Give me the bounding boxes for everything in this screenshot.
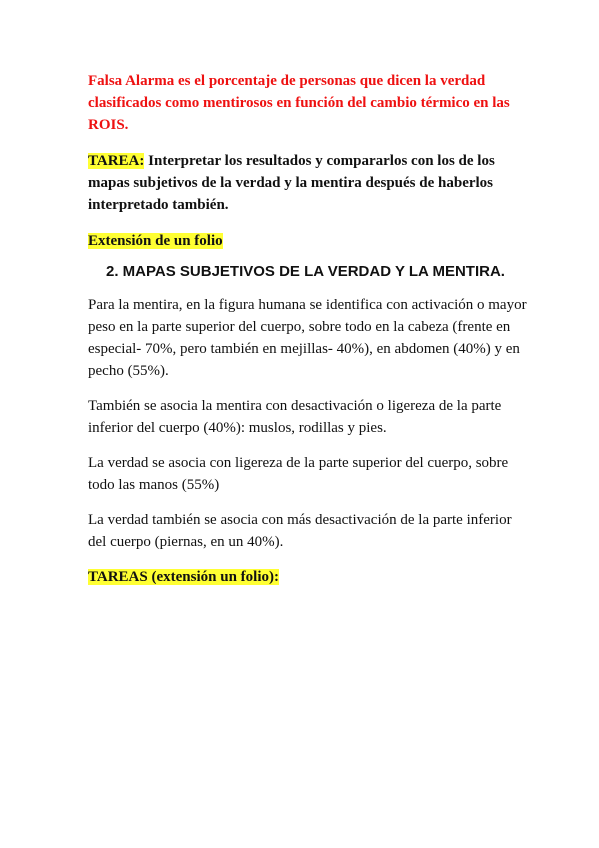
false-alarm-definition: Falsa Alarma es el porcentaje de personas que dicen la verdad clasificados como mentirosos en función del cambio térmico en las ROIS. (88, 73, 510, 133)
task-label: TAREA: (88, 153, 145, 169)
lie-paragraph-2: También se asocia la mentira con desactivación o ligereza de la parte inferior del cuerpo (40%): muslos, rodillas y pies. (88, 398, 502, 436)
extension-label: Extensión de un folio (88, 233, 223, 249)
lie-paragraph-1: Para la mentira, en la figura humana se identifica con activación o mayor peso en la parte superior del cuerpo, sobre todo en la cabeza (frente en especial- 70%, pero también en mejillas- 40%), en abdomen (40%) y en pecho (55%). (88, 297, 527, 379)
tasks-paragraph (88, 566, 528, 588)
extension-note (88, 230, 528, 252)
truth-paragraph-2: La verdad también se asocia con más desactivación de la parte inferior del cuerpo (piernas, en un 40%). (88, 512, 512, 550)
task-text: Interpretar los resultados y compararlos con los de los mapas subjetivos de la verdad y la mentira después de haberlos interpretado también. (88, 153, 495, 213)
tasks-label: TAREAS (88, 569, 148, 585)
document-page (88, 70, 528, 588)
task-paragraph (88, 150, 528, 216)
tasks-text: (extensión un folio): (147, 569, 279, 585)
section-heading: 2. MAPAS SUBJETIVOS DE LA VERDAD Y LA MENTIRA. (106, 263, 505, 280)
truth-paragraph-1: La verdad se asocia con ligereza de la parte superior del cuerpo, sobre todo las manos (55%) (88, 455, 509, 493)
